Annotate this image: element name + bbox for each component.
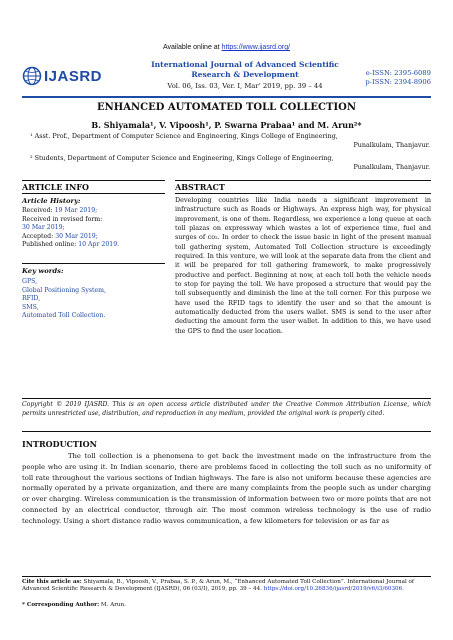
abstract-heading: ABSTRACT: [175, 182, 225, 192]
authors-line: B. Shiyamala¹, V. Vipoosh¹, P. Swarna Prabaa¹ and M. Arun²*: [91, 120, 362, 130]
doi-link[interactable]: https://doi.org/10.26836/ijasrd/2019/v6/i3/60306.: [263, 586, 404, 593]
history-revised-date: 30 Mar 2019;: [22, 224, 65, 231]
article-title: ENHANCED AUTOMATED TOLL COLLECTION: [97, 102, 356, 113]
introduction-heading: INTRODUCTION: [22, 439, 97, 449]
citation: Cite this article as: Shiyamala, B., Vipoosh, V., Prabaa, S. P., & Arun, M., “Enhanced Automated Toll Collection”. International Journal of Advanced Scientific Research & Development (IJASRD), 06 (03/I), 2019, pp. 39 – 44. https://doi.org/10.26836/ijasrd/2019/v6/i3/60306.: [22, 579, 414, 593]
article-info-rule: [22, 193, 165, 194]
article-info-top-rule: [22, 180, 165, 181]
article-history-heading: Article History:: [22, 197, 81, 205]
available-online-line: Available online at https://www.ijasrd.org/: [162, 44, 291, 51]
history-accepted: Accepted: 30 Mar 2019;: [22, 232, 98, 240]
logo-text: IJASRD: [44, 68, 103, 85]
abstract-text: Developing countries like India needs a significant improvement in infrastructure such as Roads or Highways. An express high way, for physical improvement, is one of them. Regardless, we experience a long queue at each toll plazas on expressway which wastes a lot of experience time, fuel and surges of co₂. In order to check the issue basic in light of the present manual toll gathering system, Automated Toll Collection structure is exceedingly required. In this venture, we will look at the separate data from the client and it will be prepared for toll gathering framework, to make progressively productive and perfect. Beginning at now, at each toll both the vehicle needs to stop for paying the toll. We have proposed a structure that would pay the toll subsequently and diminish the line at the toll corner. For this purpose we have used the RFID tags to identify the user and so that the amount is automatically deducted from the users wallet. SMS is send to the user after deducting the amount form the user wallet. In addition to this, we have used the GPS to find the user location.: [175, 196, 431, 335]
keyword: RFID,: [22, 295, 41, 302]
journal-name: International Journal of Advanced Scientific Research & Development: [151, 60, 339, 79]
keyword: GPS,: [22, 278, 38, 285]
copyright-bottom-rule: [22, 431, 431, 432]
article-info-heading: ARTICLE INFO: [22, 182, 89, 192]
abstract-top-rule: [175, 180, 431, 181]
abstract-rule: [175, 193, 431, 194]
header-divider: [22, 96, 431, 98]
history-received: Received: 19 Mar 2019;: [22, 207, 98, 214]
article-history: [22, 197, 165, 250]
copyright-top-rule: [22, 398, 431, 399]
journal-url-link[interactable]: https://www.ijasrd.org/: [221, 44, 291, 51]
eissn: e-ISSN: 2395-6089: [365, 69, 431, 77]
footer-rule: [22, 576, 431, 577]
keywords-block: [22, 267, 165, 321]
issn-block: [365, 69, 431, 87]
copyright-notice: Copyright © 2019 IJASRD. This is an open access article distributed under the Creative Common Attribution License, which permits unrestricted use, distribution, and reproduction in any medium, provided the original work is properly cited.: [22, 401, 431, 418]
volume-line: Vol. 06, Iss. 03, Ver. I, Mar’ 2019, pp. 39 – 44: [167, 82, 323, 90]
affiliation-1: ¹ Asst. Prof., Department of Computer Science and Engineering, Kings College of Engineering, Punalkulam, Thanjavur.: [30, 132, 430, 149]
keyword: SMS,: [22, 303, 39, 311]
journal-logo: [22, 66, 140, 86]
pissn: p-ISSN: 2394-8906: [365, 78, 431, 86]
keywords-rule: [22, 263, 165, 264]
keyword: Global Positioning System,: [22, 286, 106, 294]
corresponding-author: * Corresponding Author: M. Arun.: [22, 602, 126, 608]
introduction-text: The toll collection is a phenomena to get back the investment made on the infrastructure from the people who are using it. In Indian scenario, there are problems faced in collecting the toll such as no uniformity of toll rate throughout the various sections of Indian highways. The fare is also not uniform because these agencies are normally operated by a private organization, and there are many complaints from the people such as under charging or over charging. Wireless communication is the transmission of information between two or more points that are not connected by an electrical conductor, through air. The most common wireless technology is the use of radio technology. Using a short distance radio waves communication, a few kilometers for television or as far as: [22, 452, 431, 525]
journal-header: [22, 60, 431, 92]
keyword: Automated Toll Collection.: [22, 312, 106, 319]
affiliation-2: ² Students, Department of Computer Science and Engineering, Kings College of Engineering, Punalkulam, Thanjavur.: [30, 154, 430, 171]
keywords-heading: Key words:: [22, 267, 64, 275]
history-revised: Received in revised form:: [22, 215, 103, 223]
globe-icon: [22, 66, 42, 86]
history-published: Published online: 10 Apr 2019.: [22, 241, 120, 248]
